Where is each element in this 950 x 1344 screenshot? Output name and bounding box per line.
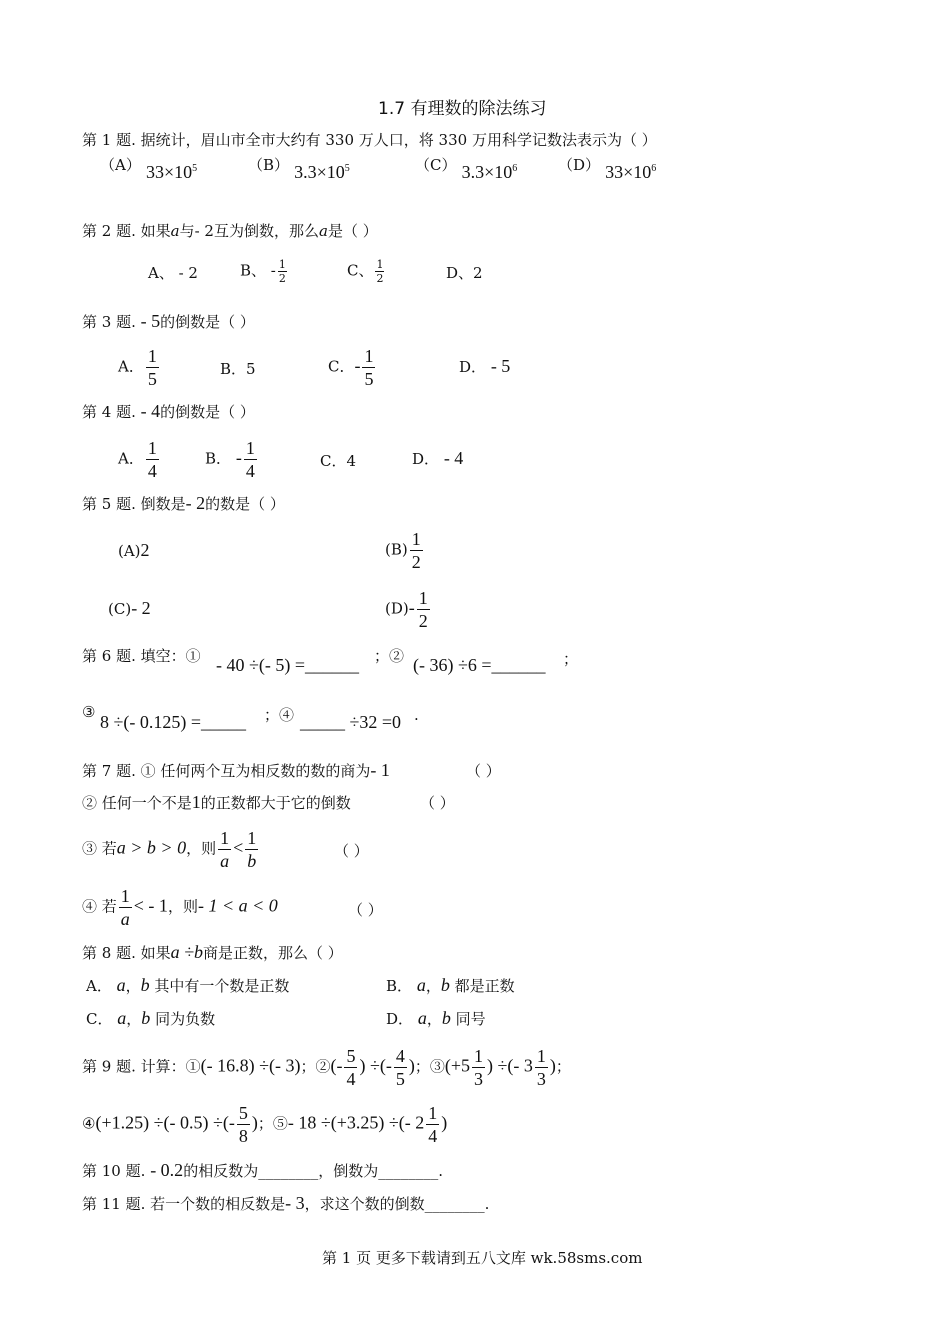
q1-option-c bbox=[415, 156, 518, 183]
question-8-stem: 第 8 题. 如果a ÷b商是正数，那么（ ） bbox=[82, 942, 343, 962]
question-3-stem: 第 3 题. - 5的倒数是（ ） bbox=[82, 311, 255, 331]
q3-option-b: B．5 bbox=[220, 360, 256, 378]
question-9-stem: 第 9 题. 计算：①(- 16.8) ÷(- 3)；②(- $\frac{5}{4}$ ) ÷(- $\frac{4}{5}$ )；③(+5 $\frac{1}{3}$ ) ÷(- 3 $\frac{1}{3}$ )； bbox=[82, 1046, 571, 1089]
page-title: 1.7 有理数的除法练习 bbox=[378, 99, 547, 119]
question-5-stem: 第 5 题. 倒数是- 2的数是（ ） bbox=[82, 493, 285, 513]
q6-end: . bbox=[414, 706, 419, 724]
question-11-stem: 第 11 题. 若一个数的相反数是- 3，求这个数的倒数________. bbox=[82, 1193, 490, 1213]
page-footer: 第 1 页 更多下载请到五八文库 wk.58sms.com bbox=[322, 1249, 643, 1267]
q3-option-d: D． - 5 bbox=[459, 356, 511, 376]
q7-statement-3: ③ 若a > b > 0，则 $\frac{1}{a}$ < $\frac{1}{b}$ bbox=[82, 828, 257, 871]
q4-option-a: A． $\frac{1}{4}$ bbox=[118, 438, 157, 481]
q1-option-d bbox=[558, 156, 657, 183]
question-6-stem: 第 6 题. 填空：① bbox=[82, 647, 201, 665]
question-7-stem: 第 7 题. ① 任何两个互为相反数的数的商为- 1 bbox=[82, 760, 390, 780]
question-4-stem: 第 4 题. - 4的倒数是（ ） bbox=[82, 401, 255, 421]
question-1-stem: 第 1 题. 据统计，眉山市全市大约有 330 万人口，将 330 万用科学记数法表示为（ ） bbox=[82, 131, 657, 149]
q2-option-d: D、2 bbox=[446, 264, 483, 282]
q7-2-paren: （ ） bbox=[420, 794, 455, 812]
q6-blank-1: - 40 ÷(- 5) =______ bbox=[216, 655, 360, 675]
q9-line-2: ④(+1.25) ÷(- 0.5) ÷(- $\frac{5}{8}$ )；⑤- 18 ÷(+3.25) ÷(- 2 $\frac{1}{4}$ ) bbox=[82, 1103, 448, 1146]
q8-option-d: D． a，b 同号 bbox=[386, 1008, 486, 1028]
q8-option-c: C． a，b 同为负数 bbox=[86, 1008, 216, 1028]
q5-option-a: (A)2 bbox=[118, 540, 150, 560]
q4-option-c: C．4 bbox=[320, 452, 357, 470]
q6-sep-1: ；② bbox=[374, 647, 405, 665]
question-10-stem: 第 10 题. - 0.2的相反数为________，倒数为________. bbox=[82, 1160, 443, 1180]
q8-option-b: B． a，b 都是正数 bbox=[386, 975, 515, 995]
q5-option-c: (C)- 2 bbox=[108, 598, 151, 618]
q2-option-c: C、 $\frac{1}{2}$ bbox=[347, 258, 384, 285]
q4-option-b: B． - $\frac{1}{4}$ bbox=[205, 438, 255, 481]
q2-option-b: B、 - $\frac{1}{2}$ bbox=[240, 258, 286, 285]
q1-option-d-label: （D） bbox=[558, 156, 601, 174]
q4-option-d: D． - 4 bbox=[412, 448, 464, 468]
q1-option-a-label: （A） bbox=[100, 156, 141, 174]
q5-option-d: (D)- $\frac{1}{2}$ bbox=[385, 588, 428, 631]
q1-option-b-label: （B） bbox=[248, 156, 290, 174]
q1-option-b bbox=[248, 156, 350, 183]
q1-option-c-value: $3.3\times 10^6$ bbox=[461, 162, 518, 182]
q1-option-b-value: $3.3\times 10^5$ bbox=[294, 162, 350, 182]
q6-sep-3: ；④ bbox=[264, 706, 295, 724]
q7-3-paren: （ ） bbox=[334, 842, 369, 860]
q6-blank-4: _____ ÷32 =0 bbox=[300, 712, 402, 732]
q1-option-c-label: （C） bbox=[415, 156, 457, 174]
q3-option-c: C．- $\frac{1}{5}$ bbox=[328, 346, 374, 389]
q6-blank-3: 8 ÷(- 0.125) =_____ bbox=[100, 712, 247, 732]
q1-option-a-value: $33\times 10^5$ bbox=[145, 162, 198, 182]
q3-option-a: A． $\frac{1}{5}$ bbox=[118, 346, 157, 389]
q8-option-a: A． a，b 其中有一个数是正数 bbox=[86, 975, 290, 995]
q5-option-b: (B) $\frac{1}{2}$ bbox=[385, 529, 421, 572]
question-2-stem: 第 2 题. 如果a与- 2互为倒数，那么a是（ ） bbox=[82, 222, 378, 240]
q7-statement-2: ② 任何一个不是1的正数都大于它的倒数 bbox=[82, 792, 351, 812]
q7-4-paren: （ ） bbox=[348, 901, 383, 919]
q6-circle-3: ③ bbox=[82, 703, 96, 721]
q1-option-a bbox=[100, 156, 198, 183]
q6-blank-2: (- 36) ÷6 =______ bbox=[413, 655, 546, 675]
q2-option-a: A、 - 2 bbox=[148, 264, 198, 282]
q1-option-d-value: $33\times 10^6$ bbox=[605, 162, 657, 182]
q7-statement-4: ④ 若 $\frac{1}{a}$ < - 1，则- 1 < a < 0 bbox=[82, 886, 278, 929]
q6-sep-2: ； bbox=[563, 650, 579, 668]
q7-1-paren: （ ） bbox=[466, 762, 501, 780]
